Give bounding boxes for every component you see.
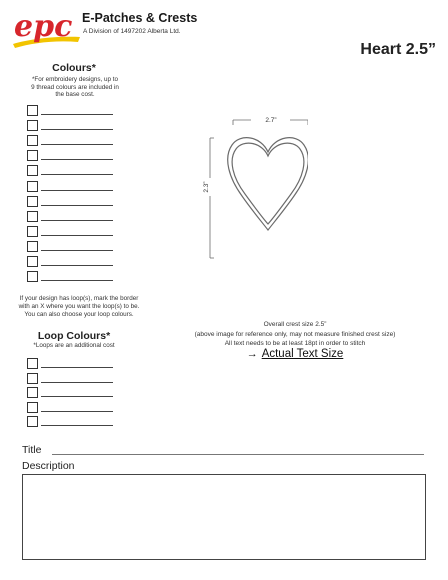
heart-inner-outline [232, 143, 304, 224]
company-name: E-Patches & Crests [82, 11, 198, 25]
colour-checkbox[interactable] [27, 135, 38, 146]
colours-heading: Colours* [52, 62, 96, 74]
loop-colour-checkbox[interactable] [27, 416, 38, 427]
colour-checkbox[interactable] [27, 256, 38, 267]
colour-entry-line[interactable] [41, 280, 113, 281]
loop-colour-entry-line[interactable] [41, 382, 113, 383]
colour-entry-line[interactable] [41, 235, 113, 236]
colour-checkbox[interactable] [27, 120, 38, 131]
colour-entry-line[interactable] [41, 144, 113, 145]
loop-colour-entry-line[interactable] [41, 396, 113, 397]
loop-colour-entry-line[interactable] [41, 367, 113, 368]
colour-row [27, 256, 113, 267]
colour-checkbox[interactable] [27, 150, 38, 161]
colour-entry-line[interactable] [41, 190, 113, 191]
loop-colour-row [27, 402, 113, 413]
colour-row [27, 226, 113, 237]
colour-checkbox[interactable] [27, 196, 38, 207]
loop-colours-heading: Loop Colours* [37, 330, 111, 342]
company-logo [10, 6, 82, 50]
loop-colour-row [27, 373, 113, 384]
title-label: Title [22, 444, 42, 456]
colour-row [27, 181, 113, 192]
colour-entry-line[interactable] [41, 250, 113, 251]
colour-row [27, 241, 113, 252]
colour-row [27, 271, 113, 282]
colour-checkbox[interactable] [27, 271, 38, 282]
colour-checkbox[interactable] [27, 241, 38, 252]
loop-colour-checkbox[interactable] [27, 358, 38, 369]
colour-entry-line[interactable] [41, 159, 113, 160]
actual-text-size-label: Actual Text Size [261, 348, 344, 360]
colour-row [27, 120, 113, 131]
company-subtitle: A Division of 1497202 Alberta Ltd. [83, 28, 181, 35]
heart-outline-drawing [198, 110, 308, 270]
width-label: 2.7” [265, 117, 277, 124]
colour-row [27, 105, 113, 116]
colour-entry-line[interactable] [41, 129, 113, 130]
loop-colour-checkbox[interactable] [27, 387, 38, 398]
logo-text: epc [14, 9, 73, 44]
heart-outer-outline [228, 138, 308, 230]
colours-note: *For embroidery designs, up to 9 thread colours are included in the base cost. [31, 76, 119, 99]
colour-checkbox[interactable] [27, 181, 38, 192]
colour-entry-line[interactable] [41, 114, 113, 115]
loop-colour-checkbox[interactable] [27, 373, 38, 384]
loop-colour-checkbox[interactable] [27, 402, 38, 413]
shape-title: Heart 2.5” [360, 41, 436, 58]
colour-entry-line[interactable] [41, 265, 113, 266]
colour-checkbox[interactable] [27, 105, 38, 116]
loop-colour-entry-line[interactable] [41, 411, 113, 412]
colour-row [27, 165, 113, 176]
loop-colour-entry-line[interactable] [41, 425, 113, 426]
loop-colour-row [27, 358, 113, 369]
loop-colour-row [27, 387, 113, 398]
colour-row [27, 211, 113, 222]
colour-row [27, 150, 113, 161]
description-field[interactable] [22, 474, 426, 560]
height-dimension-marker [210, 138, 214, 258]
actual-text-size-sample [150, 348, 440, 360]
crest-size-line: Overall crest size 2.5” [263, 321, 327, 328]
colour-entry-line[interactable] [41, 205, 113, 206]
colour-entry-line[interactable] [41, 174, 113, 175]
colour-row [27, 135, 113, 146]
size-info [150, 320, 440, 349]
title-field[interactable] [52, 454, 424, 455]
colour-row [27, 196, 113, 207]
height-label: 2.3” [203, 181, 210, 193]
colour-checkbox[interactable] [27, 211, 38, 222]
min-text-size-line: All text needs to be at least 18pt in order to stitch [224, 340, 366, 348]
loop-colour-row [27, 416, 113, 427]
description-label: Description [22, 460, 75, 472]
loop-instructions: If your design has loop(s), mark the border with an X where you want the loop(s) to be. You can also choose your loop colours. [18, 295, 140, 318]
right-arrow-icon: → [246, 348, 258, 360]
colour-entry-line[interactable] [41, 220, 113, 221]
colour-checkbox[interactable] [27, 165, 38, 176]
loop-cost-note: *Loops are an additional cost [33, 342, 115, 349]
colour-checkbox[interactable] [27, 226, 38, 237]
reference-disclaimer-line: (above image for reference only, may not measure finished crest size) [194, 330, 396, 338]
